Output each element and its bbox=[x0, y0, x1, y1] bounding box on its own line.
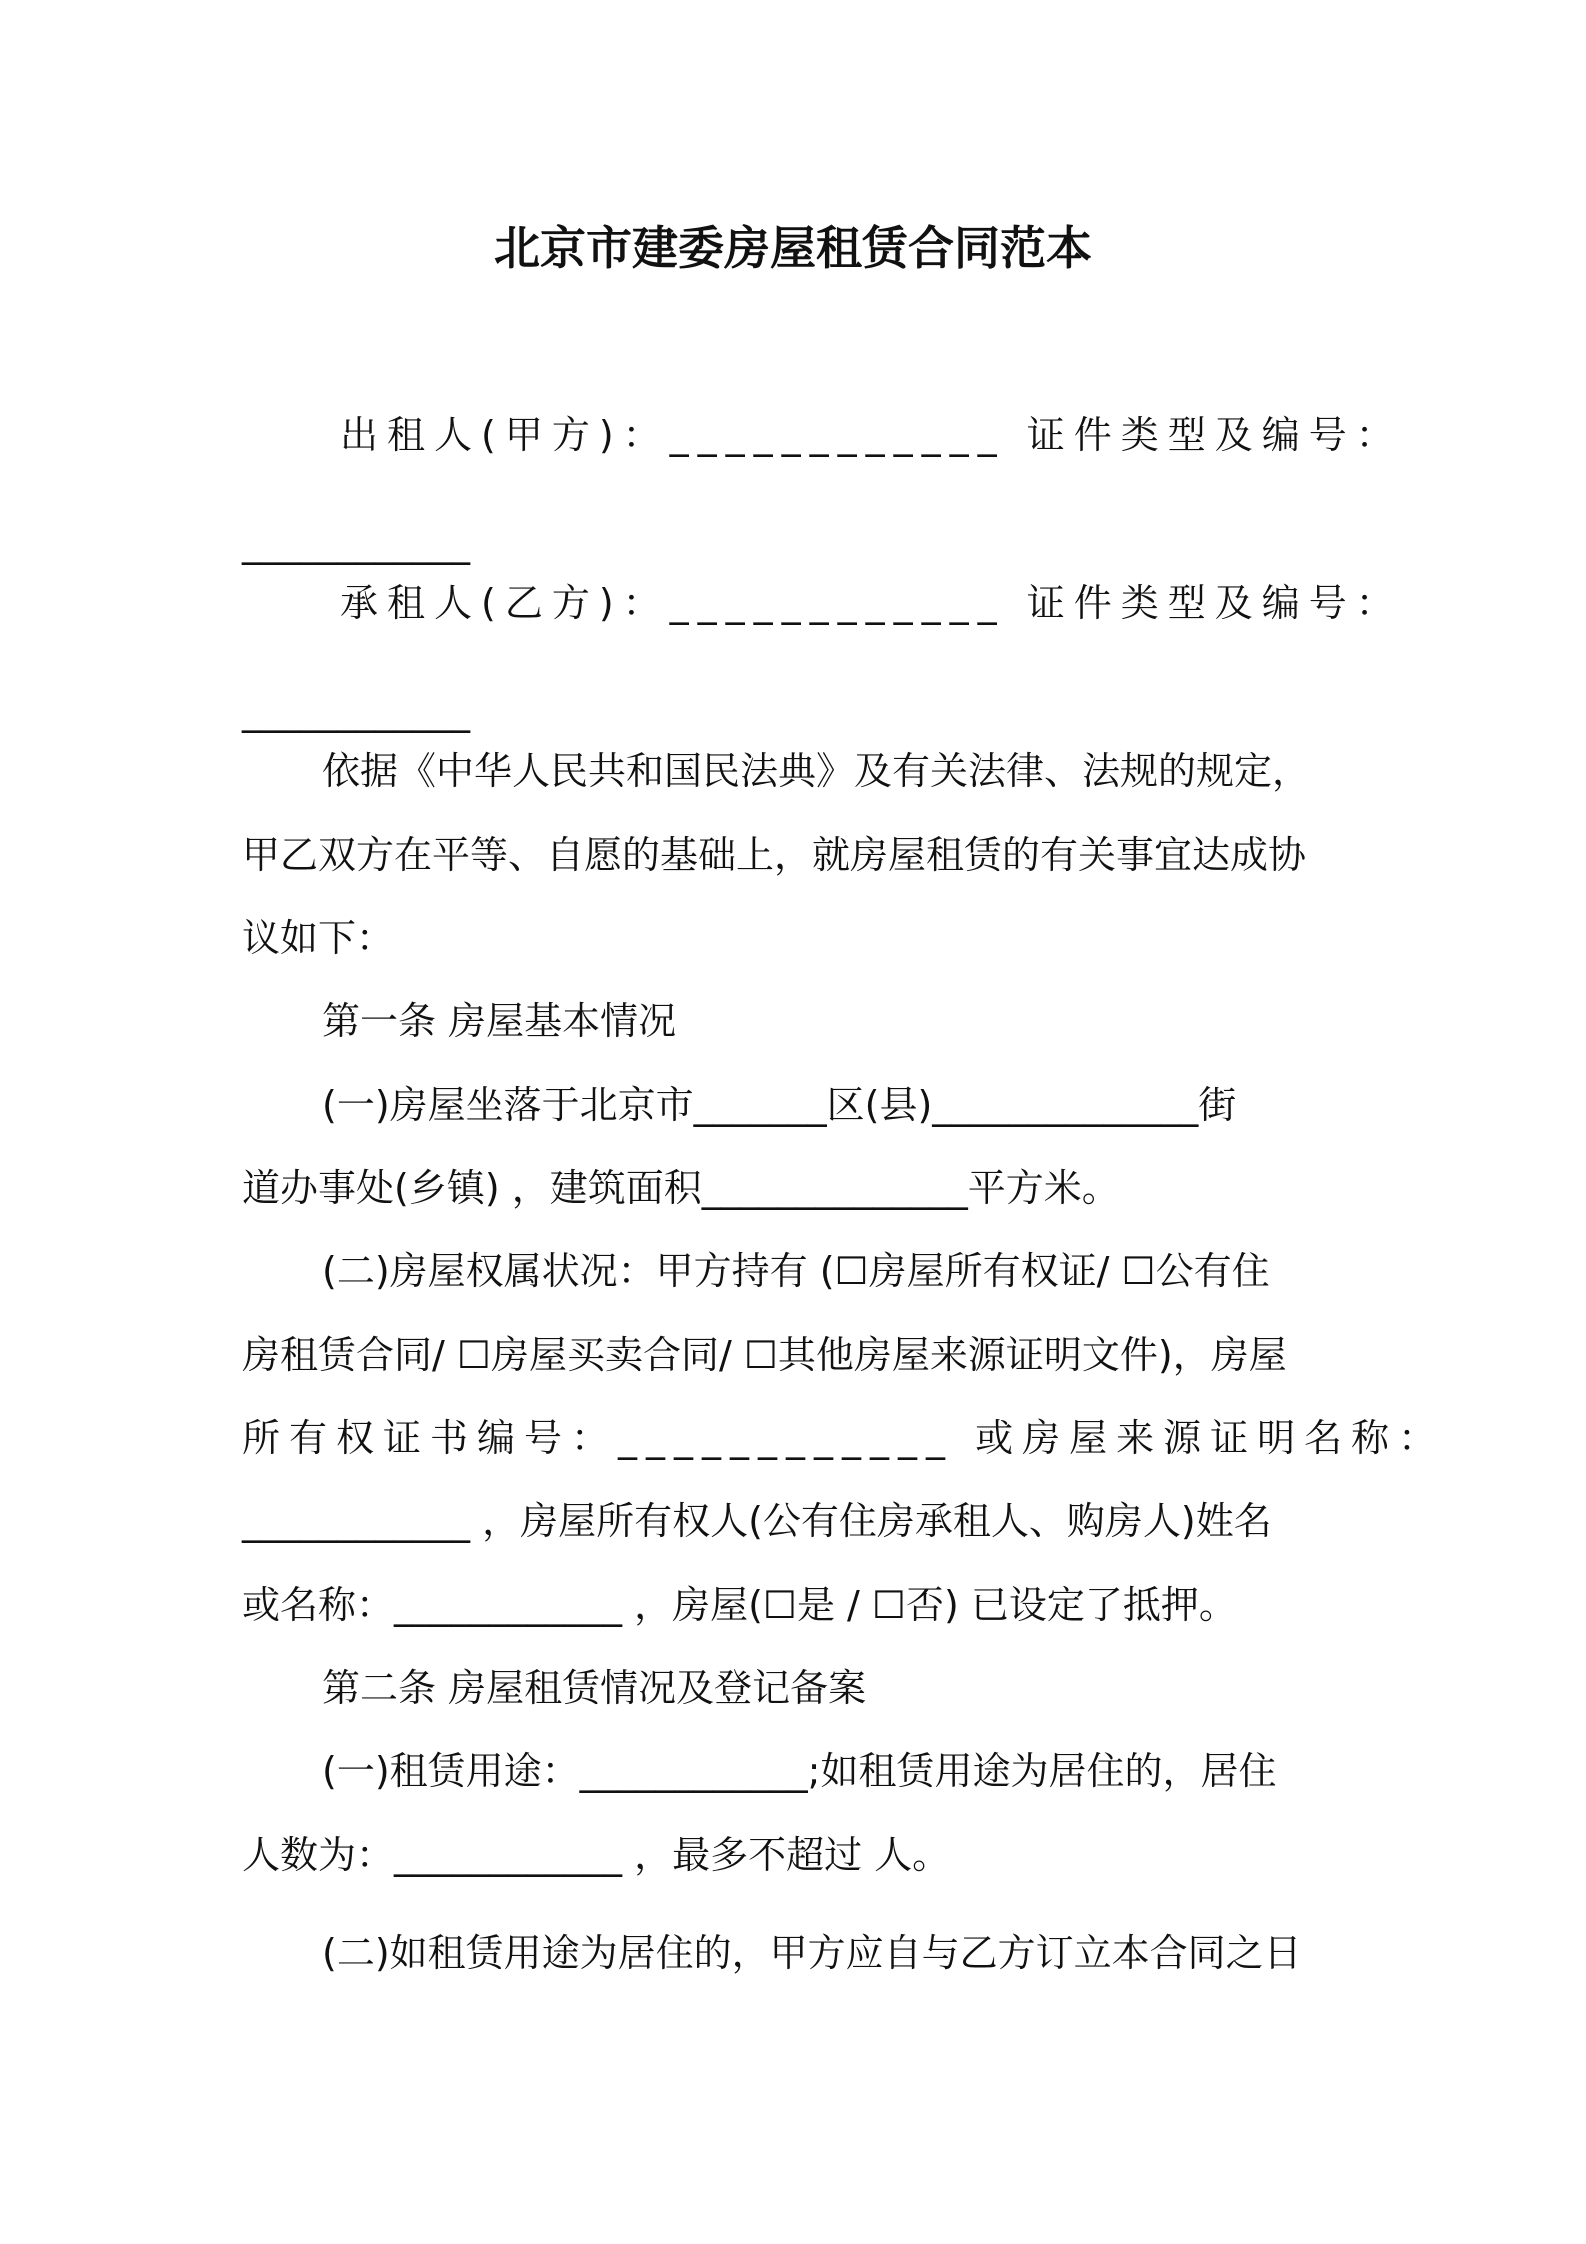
article-1-item-2-line-3: 所有权证书编号：____________ 或房屋来源证明名称： bbox=[242, 1416, 1446, 1460]
document-title: 北京市建委房屋租赁合同范本 bbox=[494, 221, 1092, 275]
article-2-item-1-line-1: (一)租赁用途：____________;如租赁用途为居住的，居住 bbox=[322, 1749, 1277, 1793]
preamble-line-2: 甲乙双方在平等、自愿的基础上，就房屋租赁的有关事宜达成协 bbox=[242, 833, 1307, 877]
article-1-item-2-line-5: 或名称：____________ ，房屋(☐是 / ☐否) 已设定了抵押。 bbox=[242, 1583, 1237, 1627]
lessee-id-blank: ____________ bbox=[242, 689, 470, 733]
lessee-line: 承租人(乙方)：____________ 证件类型及编号： bbox=[340, 581, 1403, 625]
preamble-line-1: 依据《中华人民共和国民法典》及有关法律、法规的规定， bbox=[322, 749, 1311, 793]
article-1-item-1-line-1: (一)房屋坐落于北京市_______区(县)______________街 bbox=[322, 1083, 1237, 1127]
lessor-line: 出租人(甲方)：____________ 证件类型及编号： bbox=[340, 413, 1403, 457]
article-2-heading: 第二条 房屋租赁情况及登记备案 bbox=[322, 1666, 867, 1710]
article-2-item-1-line-2: 人数为：____________ ，最多不超过 人。 bbox=[242, 1833, 951, 1877]
preamble-line-3: 议如下： bbox=[242, 916, 395, 960]
article-2-item-2-line-1: (二)如租赁用途为居住的，甲方应自与乙方订立本合同之日 bbox=[322, 1931, 1302, 1975]
article-1-item-2-line-2: 房租赁合同/ ☐房屋买卖合同/ ☐其他房屋来源证明文件)，房屋 bbox=[242, 1333, 1287, 1377]
article-1-item-2-line-4: ____________ ，房屋所有权人(公有住房承租人、购房人)姓名 bbox=[242, 1499, 1272, 1543]
article-1-item-2-line-1: (二)房屋权属状况：甲方持有 (☐房屋所有权证/ ☐公有住 bbox=[322, 1249, 1270, 1293]
article-1-heading: 第一条 房屋基本情况 bbox=[322, 999, 677, 1043]
article-1-item-1-line-2: 道办事处(乡镇) ，建筑面积______________平方米。 bbox=[242, 1166, 1120, 1210]
lessor-id-blank: ____________ bbox=[242, 521, 470, 565]
